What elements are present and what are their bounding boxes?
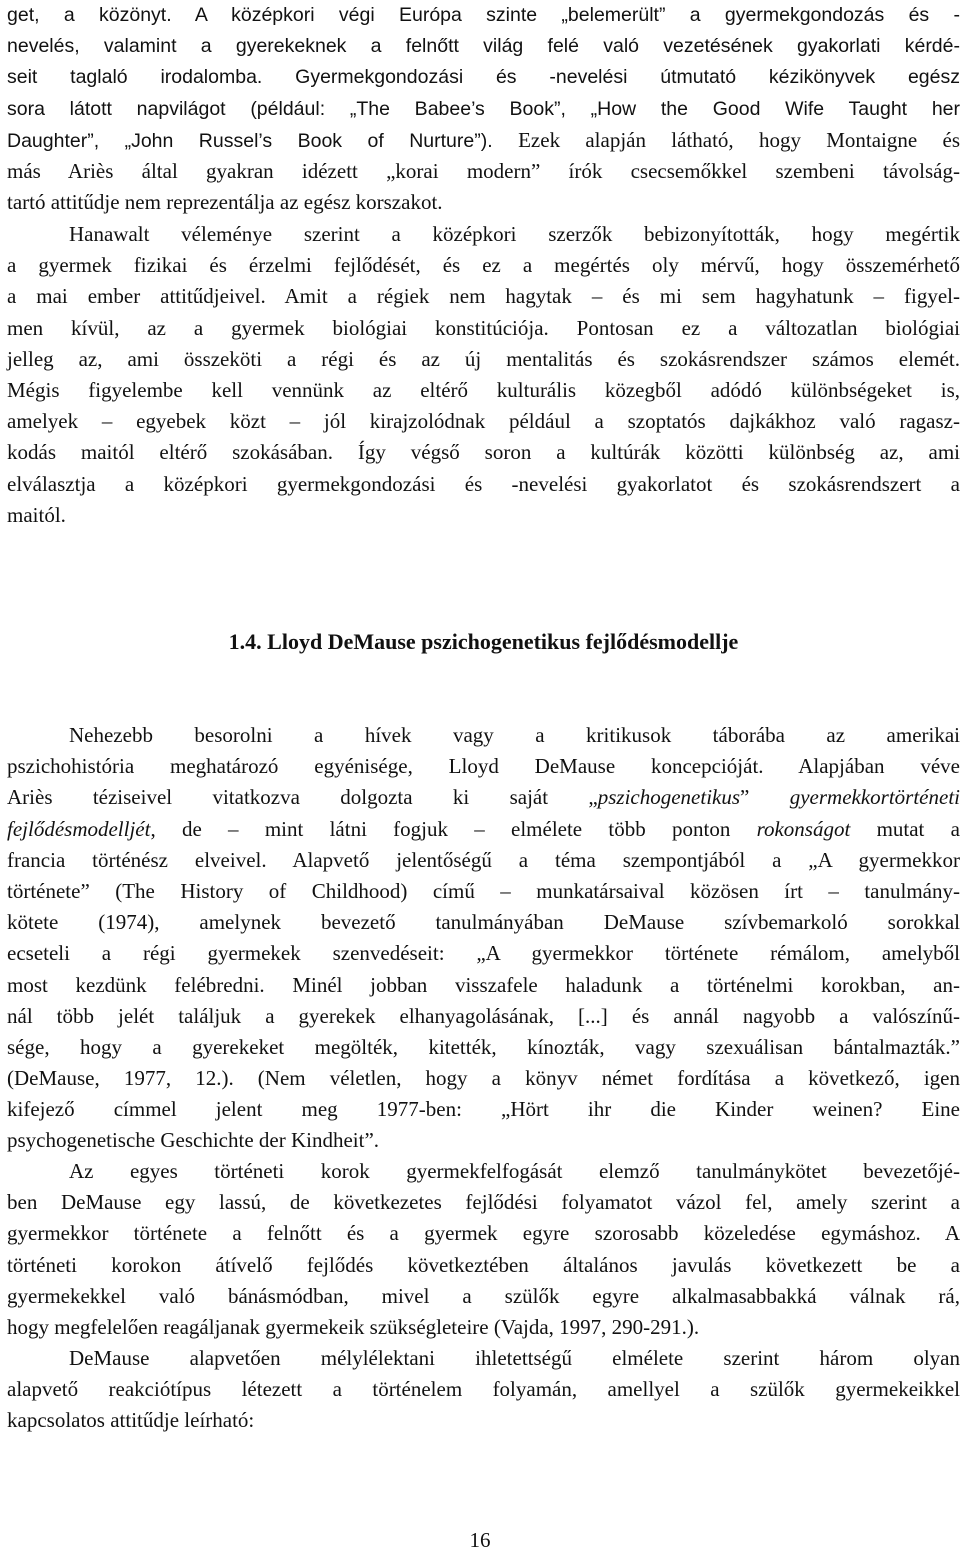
text-line: nál több jelét találjuk a gyerekek elhanyagolásának, [...] és annál nagyobb a valószínű- [7,1003,960,1028]
italic-term: fejlődésmodelljét [7,816,151,841]
text-line: seit taglaló irodalomba. Gyermekgondozási és -nevelési útmutató kézikönyvek egész [7,66,960,89]
text-line [7,814,960,845]
text-line: maitól. [7,502,66,527]
demause-paragraph-2 [7,1156,960,1343]
text-line: történeti korokon átívelő fejlődés következtében általános javulás következett be a [7,1252,960,1277]
text-line: pszichohistória meghatározó egyénisége, Lloyd DeMause koncepcióját. Alapjában véve [7,754,960,779]
text-line: kötete (1974), amelynek bevezető tanulmányában DeMause szívbemarkoló sorokkal [7,910,960,935]
text-line: Az egyes történeti korok gyermekfelfogását elemző tanulmánykötet bevezetőjé- [69,1159,960,1183]
section-heading: 1.4. Lloyd DeMause pszichogenetikus fejlődésmodellje [228,629,739,654]
intro-paragraph [7,0,960,218]
text-line: men kívül, az a gyermek biológiai konstitúciója. Pontosan ez a változatlan biológiai [7,315,960,340]
text-line: a mai ember attitűdjeivel. Amit a régiek nem hagytak – és mi sem hagyhatunk – figyel- [7,284,960,309]
text-line: tartó attitűdje nem reprezentálja az egész korszakot. [7,190,443,215]
text-line: jelleg az, ami összeköti a régi és az új mentalitás és szokásrendszer számos elemét. [7,346,960,371]
text-line: get, a közönyt. A középkori végi Európa szinte „belemerült” a gyermekgondozás és - [7,4,960,26]
text-line: ben DeMause egy lassú, de következetes fejlődési folyamatot vázol fel, amely szerint a [7,1190,960,1215]
text-line: sége, hogy a gyerekeket megölték, kitették, kínozták, vagy szexuálisan bántalmazták.” [7,1034,960,1059]
text-line: most kezdünk felébredni. Minél jobban visszafele haladunk a történelmi korokban, an- [7,972,960,997]
text-line: története” (The History of Childhood) című – munkatársaival közösen írt – tanulmány- [7,878,960,903]
text-line: a gyermek fizikai és érzelmi fejlődését, és ez a megértés oly mérvű, hogy összemérhető [7,253,960,278]
text-line: gyermekkor története a felnőtt és a gyermek egyre szorosabb közeledése egymáshoz. A [7,1221,960,1246]
text-line: kodás maitól eltérő szokásában. Így végső soron a kultúrák közötti különbség az, ami [7,440,960,465]
text-segment: , de – mint látni fogjuk – elmélete több ponton [150,816,757,841]
text-line: más Ariès által gyakran idézett „korai modern” írók csecsemőkkel szembeni távolság- [7,158,960,183]
italic-term: gyermekkortörténeti [789,785,960,810]
text-line: gyermekekkel való bánásmódban, mivel a szülők egyre alkalmasabbakká válnak rá, [7,1283,960,1308]
text-line: nevelés, valamint a gyerekeknek a felnőtt világ felé való vezetésének gyakorlati kérdé- [7,35,960,58]
text-line: DeMause alapvetően mélylélektani ihletettségű elmélete szerint három olyan [69,1346,960,1370]
text-line: kapcsolatos attitűdje leírható: [7,1408,255,1433]
text-line [7,125,960,156]
text-segment: mutat a [850,816,960,841]
text-segment: Ezek alapján látható, hogy Montaigne és [518,127,960,152]
demause-paragraph-1 [7,720,960,1157]
demause-paragraph-3 [7,1343,960,1437]
italic-term: rokonságot [756,816,851,841]
text-segment: Daughter”, „John Russel’s Book of Nurture”). [7,129,519,152]
text-line: kifejező címmel jelent meg 1977-ben: „Hört ihr die Kinder weinen? Eine [7,1097,960,1122]
text-line: amelyek – egyebek közt – jól kirajzolódnak például a szoptatós dajkákhoz való ragasz- [7,409,960,434]
text-line: hogy megfelelően reagáljanak gyermekeik szükségleteire (Vajda, 1997, 290-291.). [7,1314,700,1339]
text-line: alapvető reakciótípus létezett a történelem folyamán, amellyel a szülők gyermekeikkel [7,1377,960,1402]
text-segment: ” [740,785,790,810]
text-line: francia történész elveivel. Alapvető jelentőségű a téma szempontjából a „A gyermekkor [7,847,960,872]
text-segment: Ariès téziseivel vitatkozva dolgozta ki saját „ [7,785,598,810]
text-line: sora látott napvilágot (például: „The Babee’s Book”, „How the Good Wife Taught her [7,97,960,120]
text-line: Nehezebb besorolni a hívek vagy a kritikusok táborába az amerikai [69,723,960,747]
text-line: elválasztja a középkori gyermekgondozási és -nevelési gyakorlatot és szokásrendszert a [7,471,960,496]
hanawalt-paragraph [7,219,960,531]
text-line [7,782,960,813]
text-line: Mégis figyelembe kell vennünk az eltérő kulturális közegből adódó különbségeket is, [7,377,960,402]
text-line: ecseteli a régi gyermekek szenvedéseit: „A gyermekkor története rémálom, amelyből [7,941,960,966]
text-line: psychogenetische Geschichte der Kindheit”. [7,1128,380,1153]
page-number: 16 [469,1528,491,1552]
text-line: Hanawalt véleménye szerint a középkori szerzők bebizonyították, hogy megértik [69,222,960,246]
italic-term: pszichogenetikus [597,785,741,810]
text-line: (DeMause, 1977, 12.). (Nem véletlen, hogy a könyv német fordítása a következő, igen [7,1066,960,1091]
